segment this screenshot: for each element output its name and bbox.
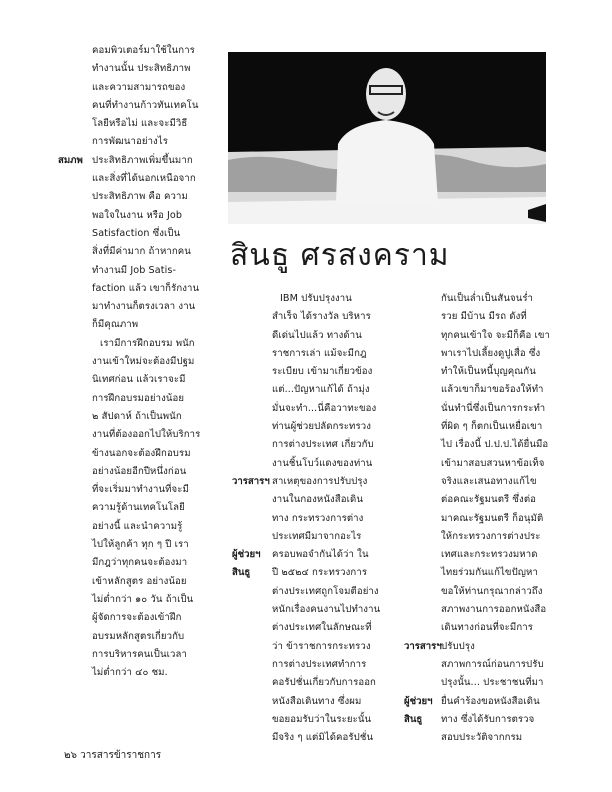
text-line: ต่างประเทศในลักษณะที่ xyxy=(272,622,372,634)
text-line: และสิ่งที่ได้นอกเหนือจาก xyxy=(92,173,196,185)
speaker-label-sinthu: สินธู xyxy=(404,714,423,725)
text-column-2 xyxy=(272,290,400,747)
text-line: ๒ สัปดาห์ ถ้าเป็นพนัก xyxy=(92,410,182,422)
text-line: ขอให้ท่านกรุณากล่าวถึง xyxy=(441,585,543,597)
text-line: ทาง กระทรวงการต่าง xyxy=(272,512,364,524)
text-line: สาเหตุของการปรับปรุง xyxy=(272,475,368,487)
text-line: และความสามารถของ xyxy=(92,81,186,93)
page-number: ๒๖ xyxy=(64,750,77,761)
text-line: จริงและเสนอทางแก้ไข xyxy=(441,475,537,487)
text-line: มีจริง ๆ แต่มิได้คอรัปชั่น xyxy=(272,732,374,744)
text-line: คอรัปชั่นเกี่ยวกับการออก xyxy=(272,677,376,689)
text-line: แต่...ปัญหาแก้ได้ ถ้ามุ่ง xyxy=(272,384,370,396)
text-line: ประเทศมีมาจากอะไร xyxy=(272,530,362,542)
text-line: ไปให้ลูกค้า ทุก ๆ ปี เรา xyxy=(92,539,189,551)
text-line: ดีเด่นไปแล้ว ทางด้าน xyxy=(272,329,362,341)
text-line: งานเข้าใหม่จะต้องมีปฐม xyxy=(92,356,195,368)
text-line: ทำให้เป็นหนี้บุญคุณกัน xyxy=(441,366,536,378)
text-line: รวย มีบ้าน มีรถ ดังที่ xyxy=(441,311,527,323)
text-line: พาเราไปเลี้ยงดูปูเสื่อ ซึ่ง xyxy=(441,347,541,359)
speaker-label-journal: วารสารฯ xyxy=(404,641,442,652)
text-line: เดินทางก่อนที่จะมีการ xyxy=(441,622,533,634)
text-line: ไทยร่วมกันแก้ไขปัญหา xyxy=(441,567,538,579)
text-line: ราชการเล่า แม้จะมีกฎ xyxy=(272,347,367,359)
text-line: ประสิทธิภาพ คือ ความ xyxy=(92,191,188,203)
speaker-label-assistant: ผู้ช่วยฯ xyxy=(404,696,433,707)
text-line: งานที่ต้องออกไปให้บริการ xyxy=(92,429,201,441)
text-line: ต่อคณะรัฐมนตรี ซึ่งต่อ xyxy=(441,494,537,506)
text-line: เทศและกระทรวงมหาด xyxy=(441,549,538,561)
text-line: ยื่นคำร้องขอหนังสือเดิน xyxy=(441,695,540,707)
text-line: ความรู้ด้านเทคโนโลยี xyxy=(92,502,185,514)
text-line: ประสิทธิภาพเพิ่มขึ้นมาก xyxy=(92,154,193,166)
page-footer xyxy=(64,748,161,763)
article-title: สินธู ศรสงคราม xyxy=(230,238,450,273)
text-line: ที่จะเริ่มมาทำงานที่จะมี xyxy=(92,484,189,496)
text-line: IBM ปรับปรุงงาน xyxy=(280,293,352,304)
text-column-1 xyxy=(92,42,226,682)
text-line: ท่านผู้ช่วยปลัดกระทรวง xyxy=(272,421,371,433)
text-line: นั่นทำนี่ซึ่งเป็นการกระทำ xyxy=(441,402,546,414)
text-line: ผู้จัดการจะต้องเข้าฝึก xyxy=(92,612,182,624)
portrait-illustration xyxy=(228,52,546,224)
speaker-label-journal: วารสารฯ xyxy=(232,476,270,487)
text-line: ทำงานนั้น ประสิทธิภาพ xyxy=(92,63,191,75)
text-line: เข้ามาสอบสวนหาข้อเท็จ xyxy=(441,457,545,469)
text-line: คนที่ทำงานก้าวทันเทคโน xyxy=(92,99,199,111)
text-line: การต่างประเทศทำการ xyxy=(272,658,367,670)
text-line: faction แล้ว เขาก็รักงาน xyxy=(92,282,200,294)
text-line: โลยีหรือไม่ และจะมีวิธี xyxy=(92,118,188,130)
text-line: ขอยอมรับว่าในระยะนั้น xyxy=(272,713,372,725)
text-line: แล้วเขาก็มาขอร้องให้ทำ xyxy=(441,384,544,396)
text-line: นิเทศก่อน แล้วเราจะมี xyxy=(92,374,186,386)
text-line: เข้าหลักสูตร อย่างน้อย xyxy=(92,575,187,587)
text-line: การต่างประเทศ เกี่ยวกับ xyxy=(272,439,374,451)
text-line: ไม่ต่ำกว่า ๑๐ วัน ถ้าเป็น xyxy=(92,593,194,605)
speaker-label-assistant: ผู้ช่วยฯ xyxy=(232,549,261,560)
text-line: มาทำงานก็ตรงเวลา งาน xyxy=(92,301,196,313)
text-line: พอใจในงาน หรือ Job xyxy=(92,209,183,221)
text-line: ก็มีคุณภาพ xyxy=(92,319,139,331)
text-line: ครอบพอจำกันได้ว่า ใน xyxy=(272,549,369,561)
speaker-label-sombhop: สมภพ xyxy=(58,155,83,166)
text-line: ต่างประเทศถูกโจมตีอย่าง xyxy=(272,585,379,597)
text-line: ไป เรื่องนี้ ป.ป.ป.ได้ยื่นมือ xyxy=(441,439,549,451)
portrait-photo xyxy=(228,52,546,224)
text-line: การพัฒนาอย่างไร xyxy=(92,136,169,148)
text-line: สภาพงานการออกหนังสือ xyxy=(441,604,547,616)
publication-name: วารสารข้าราชการ xyxy=(80,750,162,761)
text-line: อย่างนี้ และนำความรู้ xyxy=(92,520,183,532)
text-line: งานชิ้นโบว์แดงของท่าน xyxy=(272,457,373,469)
text-line: ระเบียบ เข้ามาเกี่ยวข้อง xyxy=(272,366,373,378)
text-line: มาคณะรัฐมนตรี ก็อนุมัติ xyxy=(441,512,544,524)
text-line: อบรมหลักสูตรเกี่ยวกับ xyxy=(92,630,185,642)
text-line: สำเร็จ ได้รางวัล บริหาร xyxy=(272,311,371,323)
speaker-label-sinthu: สินธู xyxy=(232,567,251,578)
text-line: ว่า ข้าราชการกระทรวง xyxy=(272,640,371,652)
text-column-3 xyxy=(441,290,571,747)
text-line: สภาพการณ์ก่อนการปรับ xyxy=(441,658,544,670)
text-line: การบริหารคนเป็นเวลา xyxy=(92,648,187,660)
text-line: ให้กระทรวงการต่างประ xyxy=(441,530,541,542)
text-line: อย่างน้อยอีกปีหนึ่งก่อน xyxy=(92,465,187,477)
text-line: ข้างนอกจะต้องฝึกอบรม xyxy=(92,447,191,459)
text-line: ทาง ซึ่งได้รับการตรวจ xyxy=(441,713,535,725)
text-line: กันเป็นล่ำเป็นสันจนร่ำ xyxy=(441,293,534,304)
text-line: ทุกคนเข้าใจ จะมีก็คือ เขา xyxy=(441,329,551,341)
text-line: ปรุงนั้น... ประชาชนที่มา xyxy=(441,677,544,689)
text-line: เรามีการฝึกอบรม พนัก xyxy=(100,337,195,349)
text-line: สิ่งที่มีค่ามาก ถ้าหากคน xyxy=(92,246,191,258)
text-line: มั่นจะทำ...นี่คือวาทะของ xyxy=(272,402,377,414)
text-line: ไม่ต่ำกว่า ๔๐ ชม. xyxy=(92,667,168,679)
text-line: งานในกองหนังสือเดิน xyxy=(272,494,363,506)
text-line: หนังสือเดินทาง ซึ่งผม xyxy=(272,695,362,707)
text-line: ปี ๒๕๒๔ กระทรวงการ xyxy=(272,567,368,579)
text-line: มีกฎว่าทุกคนจะต้องมา xyxy=(92,557,188,569)
text-line: คอมพิวเตอร์มาใช้ในการ xyxy=(92,45,195,56)
text-line: การฝึกอบรมอย่างน้อย xyxy=(92,392,185,404)
text-line: Satisfaction ซึ่งเป็น xyxy=(92,227,181,239)
text-line: ปรับปรุง xyxy=(441,640,475,652)
text-line: ที่ผิด ๆ ก็ตกเป็นเหยื่อเขา xyxy=(441,421,543,433)
text-line: ทำงานมี Job Satis- xyxy=(92,264,177,276)
text-line: หนักเรื่องคนงานไปทำงาน xyxy=(272,604,381,616)
text-line: สอบประวัติจากกรม xyxy=(441,732,523,744)
